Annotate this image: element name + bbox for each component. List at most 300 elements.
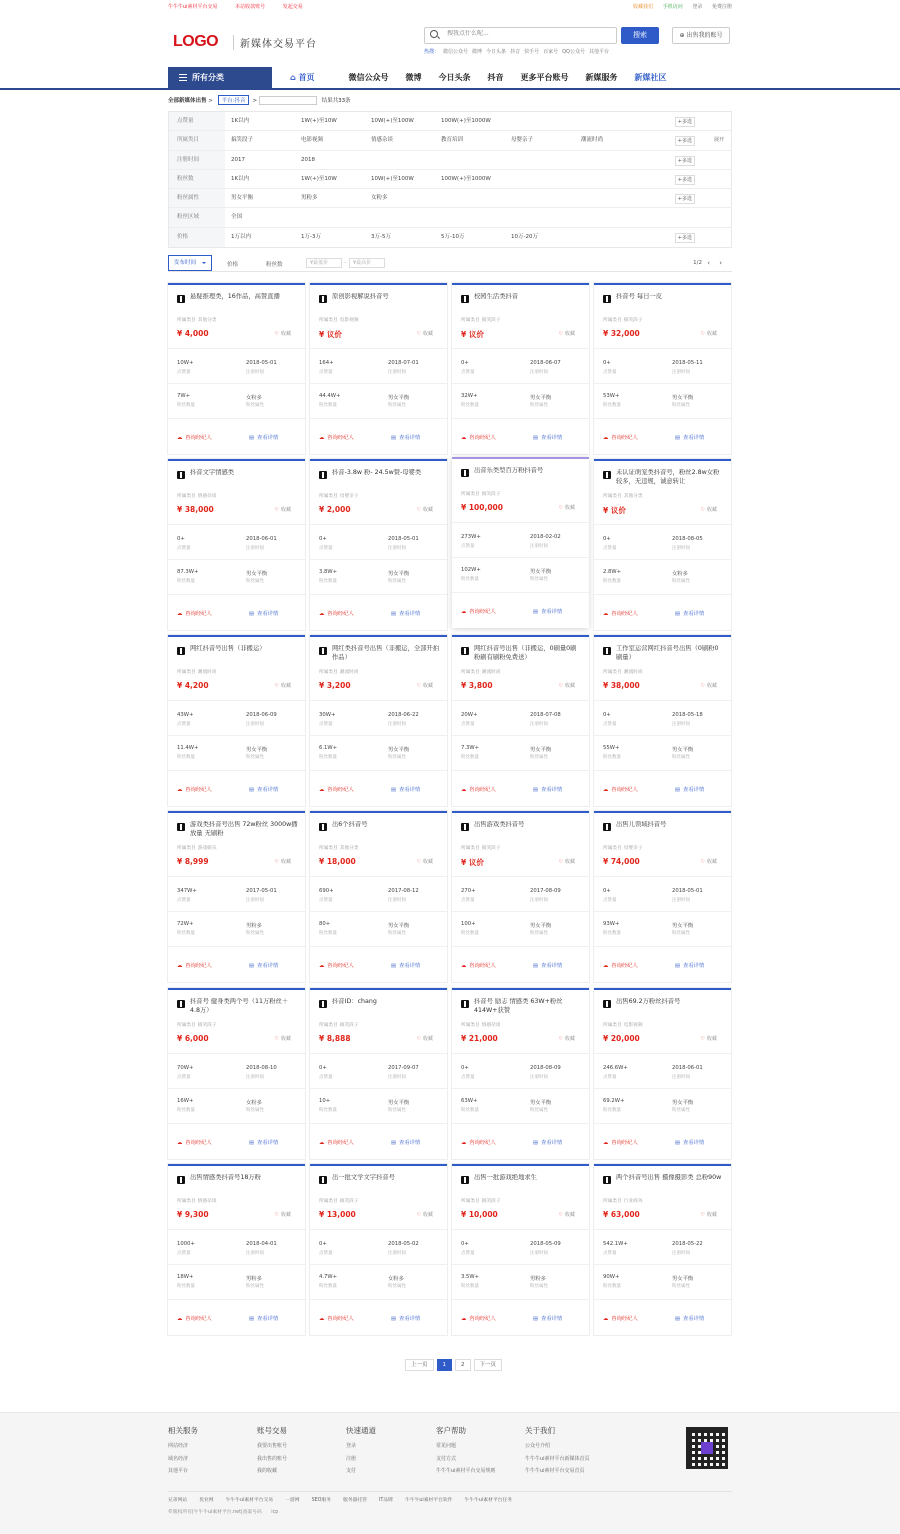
sort-publish-time[interactable]: 发布时间 xyxy=(168,255,212,271)
platform-filter-tag[interactable]: 平台:抖音 xyxy=(218,95,250,105)
sort-price[interactable]: 价格 xyxy=(227,262,239,268)
sell-account-button[interactable] xyxy=(672,27,730,44)
consult-agent-button[interactable]: ☁ 咨询经纪人 xyxy=(603,433,638,441)
account-card[interactable] xyxy=(594,283,731,454)
filter-row xyxy=(169,189,731,208)
filter-option[interactable]: 5万-10万 xyxy=(441,233,465,240)
fans-label: 粉丝数量 xyxy=(603,755,621,760)
reg-date-value: 2018-04-01 xyxy=(246,1241,277,1247)
pager-prev[interactable]: 上一页 xyxy=(405,1359,434,1371)
filter-option[interactable]: 100W(+)至1000W xyxy=(441,118,491,124)
category-value: 搞笑段子 xyxy=(481,1199,501,1204)
multi-select-button[interactable]: +多选 xyxy=(675,233,695,243)
hot-item[interactable]: 抖音 xyxy=(510,49,521,55)
card-title[interactable]: 出售一批游戏绝地求生 xyxy=(474,1174,537,1181)
likes-label: 点赞量 xyxy=(461,722,475,727)
filter-option[interactable]: 1K以内 xyxy=(231,175,250,182)
favorite-button[interactable]: ♡ 收藏 xyxy=(701,330,718,337)
filter-option[interactable]: 3万-5万 xyxy=(371,233,391,240)
consult-agent-button[interactable]: ☁ 咨询经纪人 xyxy=(603,1138,638,1146)
fans-attr-label: 粉丝属性 xyxy=(388,579,406,584)
account-card[interactable] xyxy=(310,988,447,1159)
nav-more-platforms[interactable]: 更多平台账号 xyxy=(520,73,569,82)
hot-item[interactable]: 微博 xyxy=(472,49,483,55)
multi-select-button[interactable]: +多选 xyxy=(675,194,695,204)
card-price: ¥ 74,000 xyxy=(603,857,640,866)
consult-agent-button[interactable]: ☁ 咨询经纪人 xyxy=(319,1138,354,1146)
friend-link[interactable]: 牛牛牛ui素材平台任务 xyxy=(464,1498,513,1503)
register-link[interactable]: 免费注册 xyxy=(711,4,732,10)
view-detail-button[interactable]: ▤ 查看详情 xyxy=(675,1314,704,1322)
consult-agent-button[interactable]: ☁ 咨询经纪人 xyxy=(319,1314,354,1322)
filter-option[interactable]: 母婴亲子 xyxy=(511,137,534,144)
view-detail-button[interactable]: ▤ 查看详情 xyxy=(675,433,704,441)
douyin-icon xyxy=(461,1176,469,1184)
favorite-button[interactable]: ♡ 收藏 xyxy=(417,682,434,689)
favorite-button[interactable]: ♡ 收藏 xyxy=(275,506,292,513)
footer-link[interactable]: 牛牛牛ui素材平台交易规则 xyxy=(436,1468,496,1474)
account-card[interactable] xyxy=(168,1164,305,1335)
filter-option[interactable]: 全国 xyxy=(231,214,243,221)
favorite-button[interactable]: ♡ 收藏 xyxy=(417,1035,434,1042)
consult-agent-button[interactable]: ☁ 咨询经纪人 xyxy=(177,1314,212,1322)
likes-label: 点赞量 xyxy=(319,370,333,375)
pager-next[interactable]: 下一页 xyxy=(474,1359,503,1371)
card-title[interactable]: 抖音-3.8w 粉- 24.5w赞-母婴类 xyxy=(332,469,422,476)
card-divider xyxy=(594,1053,731,1054)
fans-attr-value: 男女平衡 xyxy=(530,395,552,401)
consult-agent-button[interactable]: ☁ 咨询经纪人 xyxy=(461,607,496,615)
favorite-button[interactable]: ♡ 收藏 xyxy=(559,330,576,337)
filter-panel xyxy=(168,111,732,248)
crumb-root[interactable]: 全部新媒体出售 xyxy=(168,98,207,104)
category-prefix: 所属类目 xyxy=(319,494,338,499)
category-value: 其他分类 xyxy=(339,846,359,851)
account-card[interactable] xyxy=(168,459,305,630)
fans-label: 粉丝数量 xyxy=(461,403,479,408)
consult-agent-button[interactable]: ☁ 咨询经纪人 xyxy=(319,609,354,617)
favorite-button[interactable]: ♡ 收藏 xyxy=(701,682,718,689)
card-divider xyxy=(594,594,731,595)
card-title[interactable]: 网红类抖音号出售（非搬运，全部开拍作品） xyxy=(332,645,440,661)
consult-agent-button[interactable]: ☁ 咨询经纪人 xyxy=(177,433,212,441)
filter-option[interactable]: 教育培训 xyxy=(441,137,464,144)
likes-label: 点赞量 xyxy=(461,898,475,903)
footer-link[interactable]: 我出售的账号 xyxy=(257,1455,288,1462)
top-link-start-trade[interactable]: 发起交易 xyxy=(282,4,303,10)
hot-item[interactable]: 百家号 xyxy=(543,49,559,55)
favorite-button[interactable]: ♡ 收藏 xyxy=(701,1211,718,1218)
filter-option[interactable]: 潮流时尚 xyxy=(581,137,604,144)
card-title[interactable]: 出售儿领域抖音号 xyxy=(616,821,667,828)
favorite-button[interactable]: ♡ 收藏 xyxy=(701,1035,718,1042)
card-divider xyxy=(168,946,305,947)
fans-value: 11.4W+ xyxy=(177,745,199,751)
filter-option[interactable]: 电影视频 xyxy=(301,137,324,144)
douyin-icon xyxy=(461,823,469,831)
card-title[interactable]: 出售情感类抖音号18万粉 xyxy=(190,1174,261,1181)
footer-column-title: 关于我们 xyxy=(525,1426,555,1435)
account-card[interactable] xyxy=(168,283,305,454)
view-detail-button[interactable]: ▤ 查看详情 xyxy=(249,785,278,793)
hot-label: 热搜： xyxy=(424,49,440,55)
friend-link[interactable]: 牛牛牛ui素材平台软件 xyxy=(404,1498,453,1503)
nav-toutiao[interactable]: 今日头条 xyxy=(438,73,471,82)
account-card[interactable] xyxy=(452,811,589,982)
card-title[interactable]: 出售69.2万粉丝抖音号 xyxy=(616,998,681,1005)
prev-page-icon[interactable]: ‹ xyxy=(707,259,710,267)
favorite-button[interactable]: ♡ 收藏 xyxy=(275,330,292,337)
nav-weibo[interactable]: 微博 xyxy=(405,73,422,82)
friend-link[interactable]: 牛牛牛ui素材平台交易 xyxy=(225,1498,274,1503)
likes-label: 点赞量 xyxy=(461,544,475,549)
card-divider xyxy=(594,735,731,736)
category-value: 行业商务 xyxy=(623,1199,643,1204)
likes-label: 点赞量 xyxy=(319,898,333,903)
nav-douyin[interactable]: 抖音 xyxy=(487,73,504,82)
likes-label: 点赞量 xyxy=(461,1251,475,1256)
max-price-input[interactable]: ¥最高价 xyxy=(349,258,385,268)
filter-option[interactable]: 女粉多 xyxy=(371,195,388,202)
fans-attr-label: 粉丝属性 xyxy=(388,1284,406,1289)
favorite-button[interactable]: ♡ 收藏 xyxy=(275,1211,292,1218)
view-detail-button[interactable]: ▤ 查看详情 xyxy=(249,1314,278,1322)
filter-option[interactable]: 2018 xyxy=(301,156,315,163)
consult-agent-button[interactable]: ☁ 咨询经纪人 xyxy=(461,785,496,793)
account-card[interactable] xyxy=(168,988,305,1159)
filter-option[interactable]: 男粉多 xyxy=(301,195,318,202)
card-title[interactable]: 原创影视解说抖音号 xyxy=(332,293,389,300)
view-detail-button[interactable]: ▤ 查看详情 xyxy=(675,961,704,969)
view-detail-button[interactable]: ▤ 查看详情 xyxy=(249,609,278,617)
account-card[interactable] xyxy=(594,988,731,1159)
fans-label: 粉丝数量 xyxy=(177,403,195,408)
filter-option[interactable]: 1W(+)至10W xyxy=(301,118,337,124)
favorite-button[interactable]: ♡ 收藏 xyxy=(559,682,576,689)
favorite-button[interactable]: ♡ 收藏 xyxy=(275,858,292,865)
favorite-button[interactable]: ♡ 收藏 xyxy=(275,682,292,689)
reg-date-label: 注册时间 xyxy=(672,370,690,375)
footer-column-title: 客户帮助 xyxy=(436,1426,466,1435)
reg-date-value: 2018-08-10 xyxy=(246,1065,277,1071)
top-link-trade[interactable]: 牛牛牛ui素材平台交易 xyxy=(168,4,218,10)
filter-option[interactable]: 10万-20万 xyxy=(511,233,538,240)
fans-attr-label: 粉丝属性 xyxy=(672,755,690,760)
fans-attr-value: 女粉多 xyxy=(388,1276,404,1282)
fans-label: 粉丝数量 xyxy=(319,579,337,584)
filter-option[interactable]: 1K以内 xyxy=(231,118,250,124)
filter-option[interactable]: 2017 xyxy=(231,156,245,163)
card-title[interactable]: 出音乐类型百万粉抖音号 xyxy=(474,467,544,474)
account-card[interactable] xyxy=(310,459,447,630)
footer-link[interactable]: 我的收藏 xyxy=(257,1468,278,1474)
filter-option[interactable]: 100W(+)至1000W xyxy=(441,175,491,182)
filter-option[interactable]: 情感杂谈 xyxy=(371,137,394,144)
douyin-icon xyxy=(603,471,611,479)
pager-page-2[interactable]: 2 xyxy=(455,1359,471,1371)
search-input[interactable] xyxy=(447,30,607,37)
card-title[interactable]: 两个抖音号出售 摄像摄影类 总粉90w xyxy=(616,1174,722,1181)
consult-agent-button[interactable]: ☁ 咨询经纪人 xyxy=(603,961,638,969)
account-card[interactable] xyxy=(168,635,305,806)
fans-attr-label: 粉丝属性 xyxy=(530,755,548,760)
consult-agent-button[interactable]: ☁ 咨询经纪人 xyxy=(461,1138,496,1146)
favorite-link[interactable]: 收藏我们 xyxy=(633,4,654,10)
favorite-button[interactable]: ♡ 收藏 xyxy=(559,1211,576,1218)
douyin-icon xyxy=(319,1176,327,1184)
footer-link[interactable]: 公众号介绍 xyxy=(525,1443,551,1449)
view-detail-button[interactable]: ▤ 查看详情 xyxy=(391,785,420,793)
favorite-button[interactable]: ♡ 收藏 xyxy=(701,506,718,513)
card-divider xyxy=(168,594,305,595)
account-card[interactable] xyxy=(452,283,589,454)
account-card[interactable] xyxy=(168,811,305,982)
card-title[interactable]: 抖音号 每日一皮 xyxy=(616,293,663,300)
card-title[interactable]: 游戏类抖音号出售 72w粉丝 3000w播放量 无刷粉 xyxy=(190,821,298,837)
footer-link[interactable]: 牛牛牛ui素材平台新媒体首页 xyxy=(525,1455,590,1462)
fans-value: 53W+ xyxy=(603,393,620,399)
view-detail-button[interactable]: ▤ 查看详情 xyxy=(391,433,420,441)
likes-value: 690+ xyxy=(319,888,334,894)
card-divider xyxy=(168,876,305,877)
logo[interactable]: LOGO xyxy=(173,33,219,50)
nav-services[interactable]: 新媒服务 xyxy=(585,73,618,82)
likes-value: 246.6W+ xyxy=(603,1065,628,1071)
account-card[interactable] xyxy=(310,1164,447,1335)
card-title[interactable]: 抖音ID：chang xyxy=(332,998,377,1005)
multi-select-button[interactable]: +多选 xyxy=(675,117,695,127)
reg-date-label: 注册时间 xyxy=(530,370,548,375)
fans-value: 93W+ xyxy=(603,921,620,927)
card-category xyxy=(461,317,501,323)
consult-agent-button[interactable]: ☁ 咨询经纪人 xyxy=(319,785,354,793)
all-categories-button[interactable]: 所有分类 xyxy=(168,67,272,88)
multi-select-button[interactable]: +多选 xyxy=(675,175,695,185)
footer-column-title: 快速通道 xyxy=(346,1426,376,1435)
card-divider xyxy=(452,946,589,947)
view-detail-button[interactable]: ▤ 查看详情 xyxy=(533,1314,562,1322)
fans-label: 粉丝数量 xyxy=(177,579,195,584)
view-detail-button[interactable]: ▤ 查看详情 xyxy=(675,609,704,617)
favorite-button[interactable]: ♡ 收藏 xyxy=(417,858,434,865)
hot-item[interactable]: 今日头条 xyxy=(486,49,507,55)
filter-label: 粉丝属性 xyxy=(169,189,225,207)
view-detail-button[interactable]: ▤ 查看详情 xyxy=(391,609,420,617)
sort-fans[interactable]: 粉丝数 xyxy=(266,262,283,268)
fans-attr-label: 粉丝属性 xyxy=(672,403,690,408)
consult-agent-button[interactable]: ☁ 咨询经纪人 xyxy=(461,961,496,969)
fans-attr-value: 男女平衡 xyxy=(388,1100,410,1106)
card-title[interactable]: 出6个抖音号 xyxy=(332,821,368,828)
account-card[interactable] xyxy=(452,457,589,628)
card-title[interactable]: 网红抖音号出售（非搬运，0刷量0刷粉刷有刷粉免费送） xyxy=(474,645,577,661)
reg-date-value: 2018-06-07 xyxy=(530,360,561,366)
qr-code xyxy=(686,1427,728,1469)
account-card[interactable] xyxy=(310,635,447,806)
consult-agent-button[interactable]: ☁ 咨询经纪人 xyxy=(603,609,638,617)
friend-link[interactable]: 服务器托管 xyxy=(343,1498,368,1503)
expand-button[interactable]: 展开 xyxy=(713,137,724,144)
consult-agent-button[interactable]: ☁ 咨询经纪人 xyxy=(603,785,638,793)
card-divider xyxy=(594,946,731,947)
fans-attr-value: 男女平衡 xyxy=(246,747,268,753)
account-card[interactable] xyxy=(594,635,731,806)
fans-attr-value: 女粉多 xyxy=(246,1100,262,1106)
category-prefix: 所属类目 xyxy=(319,846,338,851)
friend-link[interactable]: 优业网 xyxy=(199,1498,214,1503)
hot-item[interactable]: 其他平台 xyxy=(588,49,609,55)
footer-link[interactable]: 支付 xyxy=(346,1468,357,1474)
footer-link[interactable]: 登录 xyxy=(346,1443,357,1449)
view-detail-button[interactable]: ▤ 查看详情 xyxy=(533,607,562,615)
footer-link[interactable]: 注册 xyxy=(346,1455,357,1462)
card-title[interactable]: 出售游戏类抖音号 xyxy=(474,821,525,828)
nav-home[interactable]: ⌂ 首页 xyxy=(290,73,315,82)
filter-option[interactable]: 10W(+)至100W xyxy=(371,175,414,182)
favorite-button[interactable]: ♡ 收藏 xyxy=(559,1035,576,1042)
account-card[interactable] xyxy=(594,1164,731,1335)
hot-item[interactable]: QQ公众号 xyxy=(562,49,585,55)
consult-agent-button[interactable]: ☁ 咨询经纪人 xyxy=(319,433,354,441)
reg-date-value: 2017-05-01 xyxy=(246,888,277,894)
filter-search-input[interactable] xyxy=(259,96,317,105)
card-divider xyxy=(594,700,731,701)
search-button[interactable]: 搜索 xyxy=(621,27,659,44)
card-divider xyxy=(168,383,305,384)
view-detail-button[interactable]: ▤ 查看详情 xyxy=(249,1138,278,1146)
card-divider xyxy=(168,911,305,912)
footer-link[interactable]: 其他平台 xyxy=(168,1468,189,1474)
view-detail-button[interactable]: ▤ 查看详情 xyxy=(249,961,278,969)
account-card[interactable] xyxy=(310,283,447,454)
filter-option[interactable]: 男女平衡 xyxy=(231,195,254,202)
filter-option[interactable]: 1万以内 xyxy=(231,233,251,240)
card-title[interactable]: 工作室运营网红抖音号出售（0刷粉0刷量） xyxy=(616,645,719,661)
view-detail-button[interactable]: ▤ 查看详情 xyxy=(533,433,562,441)
favorite-button[interactable]: ♡ 收藏 xyxy=(701,858,718,865)
pager-page-1[interactable]: 1 xyxy=(437,1359,453,1371)
footer-link[interactable]: 我要出售账号 xyxy=(257,1443,288,1449)
card-category xyxy=(319,1198,359,1204)
footer-link[interactable]: 支付方式 xyxy=(436,1455,457,1462)
friend-link[interactable]: SEO服务 xyxy=(311,1498,332,1503)
view-detail-button[interactable]: ▤ 查看详情 xyxy=(249,433,278,441)
filter-option[interactable]: 1万-3万 xyxy=(301,233,321,240)
reg-date-label: 注册时间 xyxy=(672,546,690,551)
multi-select-button[interactable]: +多选 xyxy=(675,136,695,146)
view-detail-button[interactable]: ▤ 查看详情 xyxy=(391,961,420,969)
view-detail-button[interactable]: ▤ 查看详情 xyxy=(533,961,562,969)
account-card[interactable] xyxy=(452,988,589,1159)
top-link-account[interactable]: 本站收款账号 xyxy=(235,4,266,10)
consult-agent-button[interactable]: ☁ 咨询经纪人 xyxy=(177,785,212,793)
consult-agent-button[interactable]: ☁ 咨询经纪人 xyxy=(177,1138,212,1146)
account-card[interactable] xyxy=(594,459,731,630)
mobile-link[interactable]: 手机访问 xyxy=(662,4,683,10)
multi-select-button[interactable]: +多选 xyxy=(675,156,695,166)
douyin-icon xyxy=(603,1000,611,1008)
card-divider xyxy=(168,524,305,525)
view-detail-button[interactable]: ▤ 查看详情 xyxy=(675,785,704,793)
card-price: ¥ 议价 xyxy=(603,506,626,515)
card-title[interactable]: 抖音文字情感类 xyxy=(190,469,235,476)
favorite-button[interactable]: ♡ 收藏 xyxy=(417,1211,434,1218)
friend-link[interactable]: IT品牌 xyxy=(379,1498,393,1503)
view-detail-button[interactable]: ▤ 查看详情 xyxy=(675,1138,704,1146)
view-detail-button[interactable]: ▤ 查看详情 xyxy=(533,785,562,793)
filter-option[interactable]: 1W(+)至10W xyxy=(301,175,337,182)
view-detail-button[interactable]: ▤ 查看详情 xyxy=(391,1314,420,1322)
account-card[interactable] xyxy=(594,811,731,982)
card-title[interactable]: 抖音号 励志 情感类 63W+粉丝 414W+获赞 xyxy=(474,998,563,1014)
min-price-input[interactable]: ¥最低价 xyxy=(306,258,342,268)
filter-option[interactable]: 10W(+)至100W xyxy=(371,118,414,124)
card-title[interactable]: 未认证萌宠类抖音号，粉丝2.8w女粉较多，无违规，诚意转让 xyxy=(616,469,720,485)
account-card[interactable] xyxy=(452,1164,589,1335)
footer-column xyxy=(436,1426,496,1478)
fans-attr-value: 男粉多 xyxy=(246,1276,262,1282)
consult-agent-button[interactable]: ☁ 咨询经纪人 xyxy=(603,1314,638,1322)
login-link[interactable]: 登录 xyxy=(692,4,703,10)
account-card[interactable] xyxy=(310,811,447,982)
category-prefix: 所属类目 xyxy=(461,670,480,675)
card-divider xyxy=(310,700,447,701)
favorite-button[interactable]: ♡ 收藏 xyxy=(559,858,576,865)
hot-item[interactable]: 微信公众号 xyxy=(443,49,469,55)
fans-value: 7.3W+ xyxy=(461,745,480,751)
category-value: 搞笑段子 xyxy=(339,1199,359,1204)
account-card[interactable] xyxy=(452,635,589,806)
card-title[interactable]: 校园生活类抖音 xyxy=(474,293,519,300)
likes-label: 点赞量 xyxy=(177,722,191,727)
reg-date-label: 注册时间 xyxy=(530,722,548,727)
category-prefix: 所属类目 xyxy=(603,1199,622,1204)
footer-link[interactable]: 常见问题 xyxy=(436,1443,457,1449)
favorite-button[interactable]: ♡ 收藏 xyxy=(417,330,434,337)
view-detail-button[interactable]: ▤ 查看详情 xyxy=(391,1138,420,1146)
card-title[interactable]: 悬疑推理类，16作品，高赞直播 xyxy=(190,293,280,300)
footer-link[interactable]: 牛牛牛ui素材平台交易首页 xyxy=(525,1468,585,1474)
card-title[interactable]: 出一批文学文字抖音号 xyxy=(332,1174,395,1181)
consult-agent-button[interactable]: ☁ 咨询经纪人 xyxy=(461,1314,496,1322)
category-value: 电影视频 xyxy=(339,318,359,323)
consult-agent-button[interactable]: ☁ 咨询经纪人 xyxy=(177,609,212,617)
category-prefix: 所属类目 xyxy=(319,670,338,675)
view-detail-button[interactable]: ▤ 查看详情 xyxy=(533,1138,562,1146)
favorite-button[interactable]: ♡ 收藏 xyxy=(559,504,576,511)
favorite-button[interactable]: ♡ 收藏 xyxy=(417,506,434,513)
nav-community[interactable]: 新媒社区 xyxy=(634,73,667,82)
filter-option[interactable]: 搞笑段子 xyxy=(231,137,254,144)
card-title[interactable]: 抖音号 健身类两个号（11万粉丝＋4.8万） xyxy=(190,998,289,1014)
footer-link[interactable]: 网站经济 xyxy=(168,1443,189,1449)
reg-date-value: 2017-08-09 xyxy=(530,888,561,894)
consult-agent-button[interactable]: ☁ 咨询经纪人 xyxy=(461,433,496,441)
card-divider xyxy=(452,1088,589,1089)
favorite-button[interactable]: ♡ 收藏 xyxy=(275,1035,292,1042)
consult-agent-button[interactable]: ☁ 咨询经纪人 xyxy=(177,961,212,969)
footer-link[interactable]: 域名经济 xyxy=(168,1455,189,1462)
likes-label: 点赞量 xyxy=(319,1075,333,1080)
friend-link[interactable]: 一游网 xyxy=(285,1498,300,1503)
douyin-icon xyxy=(603,1176,611,1184)
next-page-icon[interactable]: › xyxy=(719,259,722,267)
card-price: ¥ 38,000 xyxy=(603,681,640,690)
consult-agent-button[interactable]: ☁ 咨询经纪人 xyxy=(319,961,354,969)
hot-item[interactable]: 快手号 xyxy=(524,49,540,55)
card-title[interactable]: 网红抖音号出售（非搬运） xyxy=(190,645,266,652)
nav-wechat[interactable]: 微信公众号 xyxy=(348,73,389,82)
